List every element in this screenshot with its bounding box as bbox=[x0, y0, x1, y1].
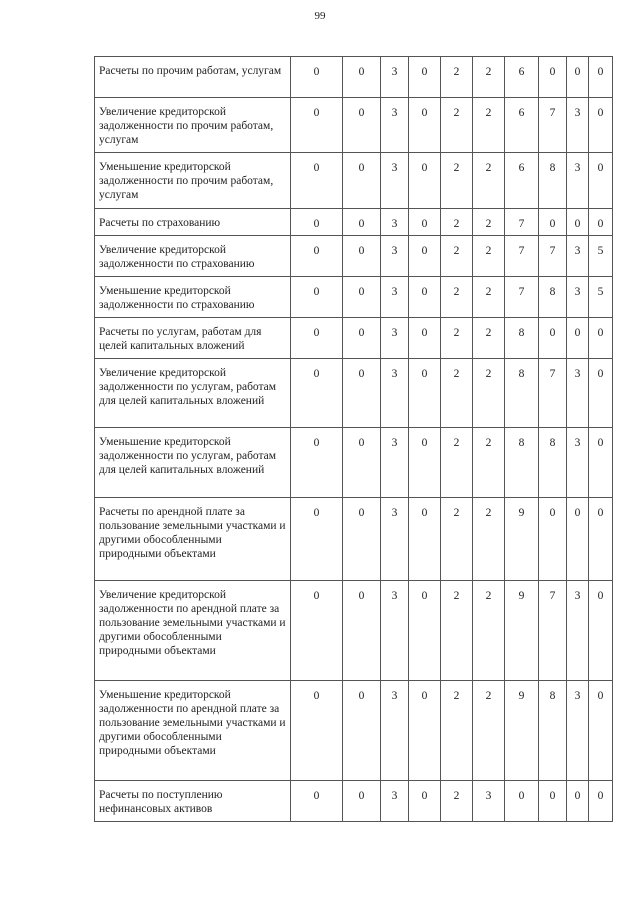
code-digit-cell: 0 bbox=[343, 681, 381, 781]
code-digit-cell: 0 bbox=[409, 681, 441, 781]
code-digit-cell: 0 bbox=[505, 781, 539, 822]
code-digit-cell: 2 bbox=[441, 581, 473, 681]
code-digit-cell: 0 bbox=[589, 153, 613, 209]
code-digit-cell: 0 bbox=[567, 781, 589, 822]
code-digit-cell: 0 bbox=[589, 318, 613, 359]
code-digit-cell: 0 bbox=[291, 498, 343, 581]
code-digit-cell: 3 bbox=[567, 581, 589, 681]
code-digit-cell: 3 bbox=[567, 681, 589, 781]
code-digit-cell: 0 bbox=[291, 359, 343, 428]
code-digit-cell: 0 bbox=[567, 498, 589, 581]
code-digit-cell: 9 bbox=[505, 498, 539, 581]
code-digit-cell: 2 bbox=[473, 277, 505, 318]
code-digit-cell: 0 bbox=[343, 318, 381, 359]
code-digit-cell: 0 bbox=[291, 236, 343, 277]
table-row bbox=[95, 57, 613, 98]
code-digit-cell: 2 bbox=[441, 359, 473, 428]
code-digit-cell: 0 bbox=[589, 581, 613, 681]
code-digit-cell: 0 bbox=[409, 153, 441, 209]
code-digit-cell: 3 bbox=[381, 57, 409, 98]
row-name-cell: Уменьшение кредиторской задолженности по услугам, работам для целей капитальных вложений bbox=[95, 428, 291, 498]
code-digit-cell: 3 bbox=[381, 236, 409, 277]
row-name-cell: Расчеты по услугам, работам для целей капитальных вложений bbox=[95, 318, 291, 359]
code-digit-cell: 0 bbox=[291, 428, 343, 498]
code-digit-cell: 0 bbox=[291, 209, 343, 236]
code-digit-cell: 2 bbox=[473, 209, 505, 236]
code-digit-cell: 0 bbox=[291, 681, 343, 781]
code-digit-cell: 0 bbox=[409, 428, 441, 498]
code-digit-cell: 0 bbox=[589, 781, 613, 822]
code-digit-cell: 2 bbox=[473, 318, 505, 359]
code-digit-cell: 2 bbox=[473, 57, 505, 98]
code-digit-cell: 0 bbox=[409, 581, 441, 681]
code-digit-cell: 3 bbox=[381, 681, 409, 781]
code-digit-cell: 3 bbox=[567, 428, 589, 498]
code-digit-cell: 2 bbox=[441, 428, 473, 498]
code-digit-cell: 7 bbox=[505, 236, 539, 277]
code-digit-cell: 2 bbox=[473, 359, 505, 428]
code-digit-cell: 0 bbox=[567, 318, 589, 359]
code-digit-cell: 8 bbox=[539, 153, 567, 209]
code-digit-cell: 0 bbox=[589, 428, 613, 498]
code-digit-cell: 7 bbox=[539, 98, 567, 153]
code-digit-cell: 0 bbox=[343, 57, 381, 98]
table-row bbox=[95, 581, 613, 681]
code-digit-cell: 2 bbox=[473, 98, 505, 153]
code-digit-cell: 0 bbox=[539, 498, 567, 581]
table-row bbox=[95, 209, 613, 236]
code-digit-cell: 0 bbox=[539, 318, 567, 359]
code-digit-cell: 7 bbox=[539, 581, 567, 681]
code-digit-cell: 0 bbox=[589, 98, 613, 153]
row-name-cell: Уменьшение кредиторской задолженности по прочим работам, услугам bbox=[95, 153, 291, 209]
code-digit-cell: 6 bbox=[505, 153, 539, 209]
code-digit-cell: 0 bbox=[343, 359, 381, 428]
row-name-cell: Увеличение кредиторской задолженности по страхованию bbox=[95, 236, 291, 277]
code-digit-cell: 8 bbox=[505, 428, 539, 498]
page-number: 99 bbox=[314, 10, 326, 22]
code-digit-cell: 0 bbox=[343, 781, 381, 822]
row-name-cell: Уменьшение кредиторской задолженности по арендной плате за пользование земельными участками и другими обособленными природными объектами bbox=[95, 681, 291, 781]
code-digit-cell: 2 bbox=[473, 681, 505, 781]
code-digit-cell: 0 bbox=[567, 209, 589, 236]
code-digit-cell: 8 bbox=[539, 681, 567, 781]
code-digit-cell: 2 bbox=[441, 98, 473, 153]
code-digit-cell: 2 bbox=[441, 498, 473, 581]
code-digit-cell: 0 bbox=[409, 781, 441, 822]
code-digit-cell: 0 bbox=[291, 781, 343, 822]
code-digit-cell: 0 bbox=[409, 359, 441, 428]
code-digit-cell: 0 bbox=[409, 318, 441, 359]
table-row bbox=[95, 359, 613, 428]
code-digit-cell: 3 bbox=[567, 277, 589, 318]
code-digit-cell: 0 bbox=[589, 359, 613, 428]
code-digit-cell: 7 bbox=[539, 236, 567, 277]
row-name-cell: Расчеты по страхованию bbox=[95, 209, 291, 236]
code-digit-cell: 2 bbox=[441, 781, 473, 822]
code-digit-cell: 0 bbox=[343, 209, 381, 236]
table-row bbox=[95, 153, 613, 209]
table-row bbox=[95, 681, 613, 781]
code-digit-cell: 0 bbox=[343, 236, 381, 277]
code-digit-cell: 0 bbox=[589, 498, 613, 581]
code-digit-cell: 0 bbox=[343, 277, 381, 318]
code-digit-cell: 3 bbox=[381, 581, 409, 681]
table-row bbox=[95, 498, 613, 581]
code-digit-cell: 2 bbox=[441, 209, 473, 236]
code-digit-cell: 3 bbox=[473, 781, 505, 822]
code-digit-cell: 9 bbox=[505, 581, 539, 681]
code-digit-cell: 8 bbox=[505, 318, 539, 359]
code-digit-cell: 0 bbox=[291, 581, 343, 681]
code-digit-cell: 0 bbox=[589, 681, 613, 781]
code-digit-cell: 0 bbox=[291, 318, 343, 359]
code-digit-cell: 3 bbox=[567, 236, 589, 277]
row-name-cell: Увеличение кредиторской задолженности по прочим работам, услугам bbox=[95, 98, 291, 153]
code-digit-cell: 0 bbox=[539, 781, 567, 822]
row-name-cell: Увеличение кредиторской задолженности по услугам, работам для целей капитальных вложений bbox=[95, 359, 291, 428]
code-digit-cell: 3 bbox=[381, 153, 409, 209]
code-digit-cell: 8 bbox=[539, 428, 567, 498]
code-digit-cell: 0 bbox=[291, 57, 343, 98]
code-digit-cell: 8 bbox=[539, 277, 567, 318]
code-digit-cell: 3 bbox=[567, 359, 589, 428]
code-digit-cell: 0 bbox=[343, 153, 381, 209]
code-digit-cell: 0 bbox=[589, 209, 613, 236]
code-digit-cell: 0 bbox=[291, 153, 343, 209]
code-digit-cell: 3 bbox=[381, 498, 409, 581]
code-digit-cell: 0 bbox=[409, 498, 441, 581]
code-digit-cell: 2 bbox=[441, 318, 473, 359]
row-name-cell: Увеличение кредиторской задолженности по арендной плате за пользование земельными участками и другими обособленными природными объектами bbox=[95, 581, 291, 681]
table-row bbox=[95, 428, 613, 498]
code-digit-cell: 6 bbox=[505, 57, 539, 98]
table-row bbox=[95, 98, 613, 153]
code-digit-cell: 3 bbox=[567, 98, 589, 153]
code-digit-cell: 0 bbox=[409, 57, 441, 98]
code-digit-cell: 2 bbox=[441, 153, 473, 209]
code-digit-cell: 2 bbox=[473, 498, 505, 581]
table-row bbox=[95, 781, 613, 822]
code-digit-cell: 8 bbox=[505, 359, 539, 428]
code-digit-cell: 3 bbox=[381, 98, 409, 153]
code-digit-cell: 5 bbox=[589, 236, 613, 277]
code-digit-cell: 2 bbox=[473, 428, 505, 498]
code-digit-cell: 0 bbox=[343, 581, 381, 681]
table-row bbox=[95, 318, 613, 359]
code-digit-cell: 5 bbox=[589, 277, 613, 318]
code-digit-cell: 0 bbox=[343, 428, 381, 498]
row-name-cell: Расчеты по прочим работам, услугам bbox=[95, 57, 291, 98]
code-digit-cell: 9 bbox=[505, 681, 539, 781]
code-digit-cell: 2 bbox=[441, 236, 473, 277]
table-row bbox=[95, 277, 613, 318]
code-digit-cell: 3 bbox=[381, 209, 409, 236]
code-digit-cell: 0 bbox=[343, 98, 381, 153]
code-digit-cell: 2 bbox=[473, 153, 505, 209]
code-digit-cell: 0 bbox=[589, 57, 613, 98]
code-digit-cell: 3 bbox=[381, 428, 409, 498]
code-digit-cell: 7 bbox=[505, 277, 539, 318]
code-digit-cell: 2 bbox=[441, 681, 473, 781]
table-row bbox=[95, 236, 613, 277]
code-digit-cell: 3 bbox=[381, 318, 409, 359]
code-digit-cell: 0 bbox=[343, 498, 381, 581]
row-name-cell: Уменьшение кредиторской задолженности по страхованию bbox=[95, 277, 291, 318]
code-digit-cell: 0 bbox=[539, 57, 567, 98]
code-digit-cell: 0 bbox=[409, 98, 441, 153]
code-digit-cell: 3 bbox=[381, 359, 409, 428]
row-name-cell: Расчеты по поступлению нефинансовых активов bbox=[95, 781, 291, 822]
code-digit-cell: 0 bbox=[409, 209, 441, 236]
code-digit-cell: 0 bbox=[409, 236, 441, 277]
code-digit-cell: 0 bbox=[539, 209, 567, 236]
code-digit-cell: 2 bbox=[441, 277, 473, 318]
code-digit-cell: 6 bbox=[505, 98, 539, 153]
code-digit-cell: 2 bbox=[473, 236, 505, 277]
code-digit-cell: 7 bbox=[505, 209, 539, 236]
code-digit-cell: 3 bbox=[381, 277, 409, 318]
account-codes-table bbox=[94, 56, 613, 822]
row-name-cell: Расчеты по арендной плате за пользование земельными участками и другими обособленными природными объектами bbox=[95, 498, 291, 581]
code-digit-cell: 7 bbox=[539, 359, 567, 428]
code-digit-cell: 2 bbox=[441, 57, 473, 98]
code-digit-cell: 3 bbox=[567, 153, 589, 209]
code-digit-cell: 0 bbox=[291, 277, 343, 318]
code-digit-cell: 2 bbox=[473, 581, 505, 681]
code-digit-cell: 0 bbox=[409, 277, 441, 318]
code-digit-cell: 0 bbox=[567, 57, 589, 98]
code-digit-cell: 3 bbox=[381, 781, 409, 822]
code-digit-cell: 0 bbox=[291, 98, 343, 153]
